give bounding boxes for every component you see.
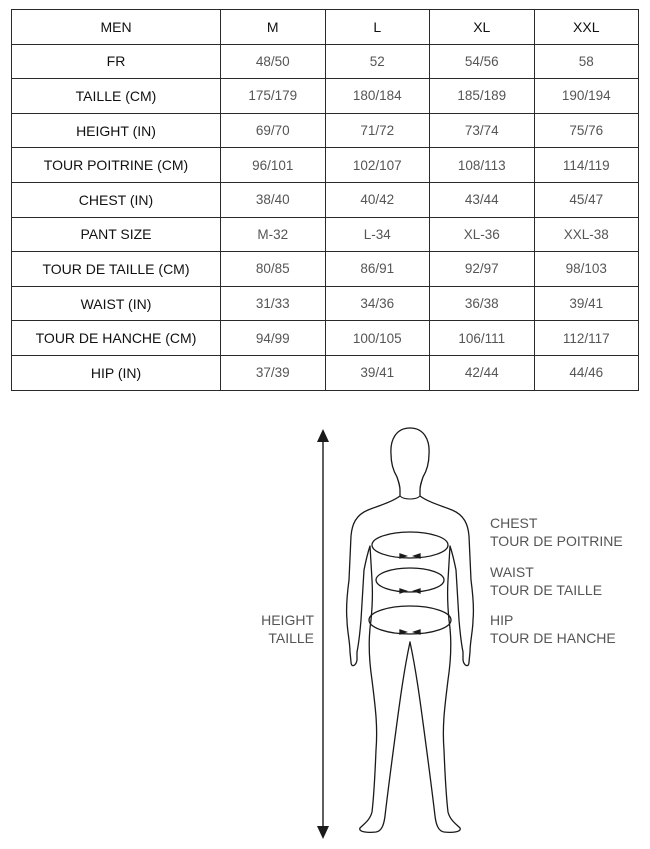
table-row [12, 113, 639, 148]
table-cell: 52 [325, 44, 430, 79]
table-cell: 86/91 [325, 252, 430, 287]
table-cell: 40/42 [325, 182, 430, 217]
height-label-en: HEIGHT [261, 612, 314, 628]
human-silhouette-icon [347, 428, 474, 832]
table-cell: 94/99 [221, 321, 326, 356]
table-row [12, 286, 639, 321]
table-cell: 38/40 [221, 182, 326, 217]
table-cell: 34/36 [325, 286, 430, 321]
table-cell: 43/44 [430, 182, 535, 217]
chest-measure-icon [372, 532, 448, 558]
waist-measure-icon [376, 568, 444, 593]
table-cell: 180/184 [325, 79, 430, 114]
header-size-l: L [325, 10, 430, 45]
table-cell: 114/119 [534, 148, 639, 183]
table-cell: 37/39 [221, 355, 326, 390]
table-cell: 75/76 [534, 113, 639, 148]
table-cell: 31/33 [221, 286, 326, 321]
row-label: TOUR DE TAILLE (CM) [12, 252, 221, 287]
table-row [12, 252, 639, 287]
table-cell: 39/41 [534, 286, 639, 321]
table-cell: 71/72 [325, 113, 430, 148]
height-label-fr: TAILLE [268, 630, 314, 646]
table-cell: 44/46 [534, 355, 639, 390]
chest-label [490, 514, 623, 550]
row-label: HIP (IN) [12, 355, 221, 390]
row-label: CHEST (IN) [12, 182, 221, 217]
table-cell: 108/113 [430, 148, 535, 183]
table-cell: 39/41 [325, 355, 430, 390]
row-label: TAILLE (CM) [12, 79, 221, 114]
table-cell: 106/111 [430, 321, 535, 356]
table-header-row [12, 10, 639, 45]
chest-label-fr: TOUR DE POITRINE [490, 533, 623, 549]
waist-label [490, 563, 602, 599]
table-row [12, 321, 639, 356]
table-cell: 69/70 [221, 113, 326, 148]
table-cell: 54/56 [430, 44, 535, 79]
table-cell: L-34 [325, 217, 430, 252]
table-cell: 58 [534, 44, 639, 79]
size-chart-table [11, 9, 639, 391]
table-row [12, 44, 639, 79]
header-size-m: M [221, 10, 326, 45]
chest-label-en: CHEST [490, 515, 538, 531]
waist-label-fr: TOUR DE TAILLE [490, 582, 603, 598]
body-measurement-diagram [0, 420, 650, 849]
table-cell: 96/101 [221, 148, 326, 183]
table-cell: 185/189 [430, 79, 535, 114]
hip-measure-icon [369, 606, 451, 634]
hip-label-en: HIP [490, 612, 514, 628]
hip-label [490, 611, 616, 647]
header-men: MEN [12, 10, 221, 45]
table-cell: 42/44 [430, 355, 535, 390]
row-label: TOUR POITRINE (CM) [12, 148, 221, 183]
table-cell: 190/194 [534, 79, 639, 114]
height-label [246, 611, 314, 647]
table-row [12, 79, 639, 114]
table-cell: 45/47 [534, 182, 639, 217]
row-label: PANT SIZE [12, 217, 221, 252]
height-arrow-icon [317, 429, 329, 839]
row-label: TOUR DE HANCHE (CM) [12, 321, 221, 356]
table-cell: 102/107 [325, 148, 430, 183]
table-row [12, 355, 639, 390]
row-label: HEIGHT (IN) [12, 113, 221, 148]
row-label: FR [12, 44, 221, 79]
table-cell: 98/103 [534, 252, 639, 287]
table-cell: 112/117 [534, 321, 639, 356]
table-cell: 175/179 [221, 79, 326, 114]
header-size-xl: XL [430, 10, 535, 45]
table-row [12, 182, 639, 217]
table-cell: 80/85 [221, 252, 326, 287]
table-cell: 100/105 [325, 321, 430, 356]
table-cell: XL-36 [430, 217, 535, 252]
table-cell: 36/38 [430, 286, 535, 321]
table-row [12, 217, 639, 252]
table-row [12, 148, 639, 183]
table-cell: XXL-38 [534, 217, 639, 252]
waist-label-en: WAIST [490, 564, 534, 580]
row-label: WAIST (IN) [12, 286, 221, 321]
header-size-xxl: XXL [534, 10, 639, 45]
table-cell: 73/74 [430, 113, 535, 148]
table-cell: 48/50 [221, 44, 326, 79]
table-cell: M-32 [221, 217, 326, 252]
hip-label-fr: TOUR DE HANCHE [490, 630, 616, 646]
table-cell: 92/97 [430, 252, 535, 287]
